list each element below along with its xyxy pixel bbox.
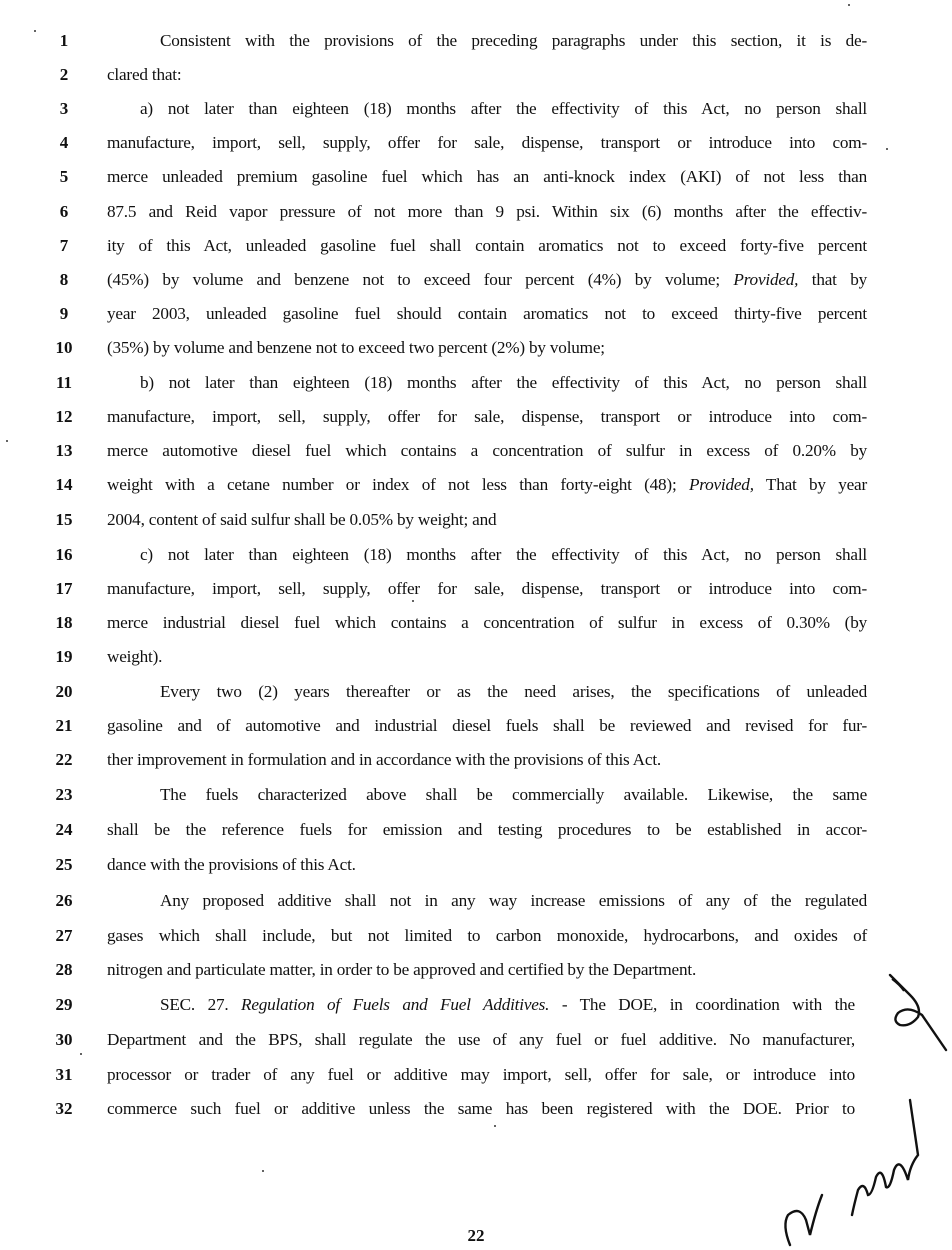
line-number: 32 [55, 1099, 73, 1118]
line-number: 2 [59, 65, 69, 84]
text-segment: - The DOE, in coordination with the [549, 995, 855, 1014]
text-segment: that by [798, 270, 867, 289]
line-number: 17 [55, 579, 73, 598]
line-number: 29 [55, 995, 73, 1014]
line-text: merce unleaded premium gasoline fuel which has an anti-knock index (AKI) of not less than [107, 167, 867, 186]
line-25 [0, 850, 952, 880]
line-14 [0, 470, 952, 500]
scan-speck [848, 4, 850, 6]
line-text: merce automotive diesel fuel which contains a concentration of sulfur in excess of 0.20% by [107, 441, 867, 460]
scan-speck [886, 148, 888, 150]
line-text: (35%) by volume and benzene not to exceed two percent (2%) by volume; [107, 338, 605, 357]
line-number: 18 [55, 613, 73, 632]
line-number: 14 [55, 475, 73, 494]
line-text: commerce such fuel or additive unless the same has been registered with the DOE. Prior to [107, 1099, 855, 1118]
line-text [107, 265, 867, 295]
line-1 [0, 26, 952, 56]
line-23 [0, 780, 952, 810]
line-number: 5 [59, 167, 69, 186]
line-text: gases which shall include, but not limited to carbon monoxide, hydrocarbons, and oxides of [107, 926, 867, 945]
line-12 [0, 402, 952, 432]
line-text: The fuels characterized above shall be commercially available. Likewise, the same [160, 785, 867, 804]
line-text: Consistent with the provisions of the preceding paragraphs under this section, it is de- [160, 31, 867, 50]
line-text: b) not later than eighteen (18) months after the effectivity of this Act, no person shall [140, 373, 867, 392]
line-text: ity of this Act, unleaded gasoline fuel shall contain aromatics not to exceed forty-five percent [107, 236, 867, 255]
line-number: 25 [55, 855, 73, 874]
line-number: 1 [59, 31, 69, 50]
line-number: 12 [55, 407, 73, 426]
line-number: 11 [55, 373, 73, 392]
italic-proviso: Provided, [733, 270, 799, 289]
section-number: SEC. 27. [160, 995, 242, 1014]
line-text: c) not later than eighteen (18) months after the effectivity of this Act, no person shall [140, 545, 867, 564]
line-number: 7 [59, 236, 69, 255]
line-text: manufacture, import, sell, supply, offer for sale, dispense, transport or introduce into com- [107, 579, 867, 598]
line-29 [0, 990, 952, 1020]
line-6 [0, 197, 952, 227]
line-text: nitrogen and particulate matter, in order to be approved and certified by the Department. [107, 960, 697, 979]
line-4 [0, 128, 952, 158]
scan-speck [494, 1125, 496, 1127]
scan-speck [6, 440, 8, 442]
line-text: Any proposed additive shall not in any way increase emissions of any of the regulated [160, 891, 867, 910]
line-18 [0, 608, 952, 638]
line-27 [0, 921, 952, 951]
italic-proviso: Provided, [688, 475, 754, 494]
handwritten-signature-icon [760, 1095, 952, 1250]
line-text: merce industrial diesel fuel which contains a concentration of sulfur in excess of 0.30% (by [107, 613, 867, 632]
line-16 [0, 540, 952, 570]
scan-speck [262, 1170, 264, 1172]
line-17 [0, 574, 952, 604]
line-text: weight). [107, 647, 163, 666]
line-text: shall be the reference fuels for emission and testing procedures to be established in accor- [107, 820, 867, 839]
line-number: 28 [55, 960, 73, 979]
line-text: gasoline and of automotive and industrial diesel fuels shall be reviewed and revised for fur- [107, 716, 867, 735]
section-title: Regulation of Fuels and Fuel Additives. [241, 995, 550, 1014]
line-number: 8 [59, 270, 69, 289]
line-number: 24 [55, 820, 73, 839]
line-number: 30 [55, 1030, 73, 1049]
line-number: 13 [55, 441, 73, 460]
line-3 [0, 94, 952, 124]
line-30 [0, 1025, 952, 1055]
line-text: clared that: [107, 65, 182, 84]
line-11 [0, 368, 952, 398]
line-number: 3 [59, 99, 69, 118]
line-text: Every two (2) years thereafter or as the need arises, the specifications of unleaded [160, 682, 867, 701]
line-number: 6 [59, 202, 69, 221]
line-text: 87.5 and Reid vapor pressure of not more than 9 psi. Within six (6) months after the effectiv- [107, 202, 867, 221]
handwritten-initials-icon [870, 965, 952, 1065]
text-segment: That by year [753, 475, 867, 494]
line-31 [0, 1060, 952, 1090]
line-text: Department and the BPS, shall regulate the use of any fuel or fuel additive. No manufacturer, [107, 1030, 855, 1049]
line-number: 23 [55, 785, 73, 804]
scan-speck [34, 30, 36, 32]
line-7 [0, 231, 952, 261]
line-text [107, 470, 867, 500]
line-8 [0, 265, 952, 295]
line-number: 21 [55, 716, 73, 735]
line-text: year 2003, unleaded gasoline fuel should contain aromatics not to exceed thirty-five percent [107, 304, 867, 323]
line-number: 4 [59, 133, 69, 152]
line-21 [0, 711, 952, 741]
text-segment: weight with a cetane number or index of not less than forty-eight (48); [107, 475, 689, 494]
scan-speck [80, 1053, 82, 1055]
line-number: 16 [55, 545, 73, 564]
line-text: dance with the provisions of this Act. [107, 855, 356, 874]
line-13 [0, 436, 952, 466]
line-20 [0, 677, 952, 707]
line-number: 22 [55, 750, 73, 769]
line-text: 2004, content of said sulfur shall be 0.05% by weight; and [107, 510, 497, 529]
line-19 [0, 642, 952, 672]
line-24 [0, 815, 952, 845]
line-26 [0, 886, 952, 916]
line-number: 20 [55, 682, 73, 701]
line-number: 9 [59, 304, 69, 323]
line-28 [0, 955, 952, 985]
line-number: 19 [55, 647, 73, 666]
line-9 [0, 299, 952, 329]
line-text: ther improvement in formulation and in accordance with the provisions of this Act. [107, 750, 661, 769]
line-10 [0, 333, 952, 363]
page-number: 22 [467, 1226, 485, 1245]
line-number: 27 [55, 926, 73, 945]
line-text [160, 990, 855, 1020]
line-15 [0, 505, 952, 535]
line-text: a) not later than eighteen (18) months after the effectivity of this Act, no person shall [140, 99, 867, 118]
line-5 [0, 162, 952, 192]
line-number: 26 [55, 891, 73, 910]
line-2 [0, 60, 952, 90]
line-number: 10 [55, 338, 73, 357]
text-segment: (45%) by volume and benzene not to exceed four percent (4%) by volume; [107, 270, 734, 289]
line-number: 15 [55, 510, 73, 529]
line-22 [0, 745, 952, 775]
line-text: processor or trader of any fuel or additive may import, sell, offer for sale, or introduce into [107, 1065, 855, 1084]
line-text: manufacture, import, sell, supply, offer for sale, dispense, transport or introduce into com- [107, 133, 867, 152]
scan-speck [412, 600, 414, 602]
line-text: manufacture, import, sell, supply, offer for sale, dispense, transport or introduce into com- [107, 407, 867, 426]
line-number: 31 [55, 1065, 73, 1084]
